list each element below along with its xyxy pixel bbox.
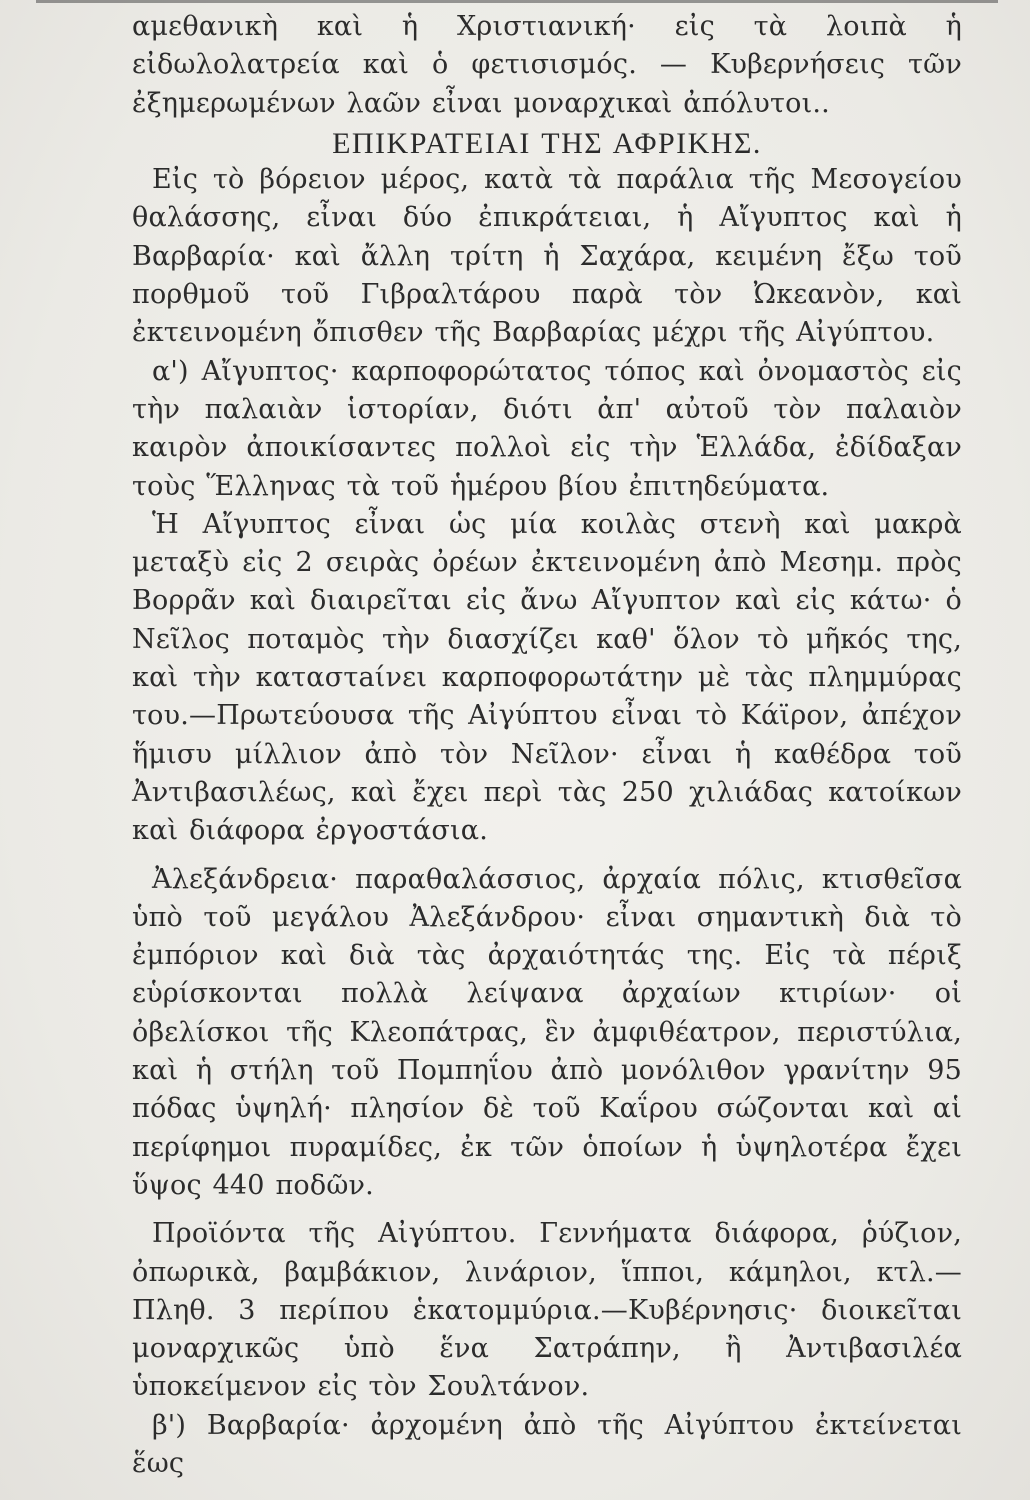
paragraph-egypt-geography: Ἡ Αἴγυπτος εἶναι ὡς μία κοιλὰς στενὴ καὶ μακρὰ μεταξὺ εἰς 2 σειρὰς ὀρέων ἐκτεινομένη ἀπὸ Μεσημ. πρὸς Βορρᾶν καὶ διαιρεῖται εἰς ἄνω Αἴγυπτον καὶ εἰς κάτω· ὁ Νεῖλος ποταμὸς τὴν διασχίζει καθ' ὅλον τὸ μῆκός της, καὶ τὴν καταστaίνει καρποφορωτάτην μὲ τὰς πλημμύρας του.—Πρωτεύουσα τῆς Αἰγύπτου εἶναι τὸ Κάϊρον, ἀπέχον ἥμισυ μίλλιον ἀπὸ τὸν Νεῖλον· εἶναι ἡ καθέδρα τοῦ Ἀντιβασιλέως, καὶ ἔχει περὶ τὰς 250 χιλιάδας κατοίκων καὶ διάφορα ἐργοστάσια.	[132, 508, 962, 847]
paragraph-north-region: Εἰς τὸ βόρειον μέρος, κατὰ τὰ παράλια τῆς Μεσογείου θαλάσσης, εἶναι δύο ἐπικράτειαι, ἡ Αἴγυπτος καὶ ἡ Βαρβαρία· καὶ ἄλλη τρίτη ἡ Σαχάρα, κειμένη ἔξω τοῦ πορθμοῦ τοῦ Γιβραλτάρου παρὰ τὸν Ὠκεανὸν, καὶ ἐκτεινομένη ὄπισθεν τῆς Βαρβαρίας μέχρι τῆς Αἰγύπτου.	[132, 164, 962, 349]
paragraph-egypt-intro: α') Αἴγυπτος· καρποφορώτατος τόπος καὶ ὀνομαστὸς εἰς τὴν παλαιὰν ἱστορίαν, διότι ἀπ' αὐτοῦ τὸν παλαιὸν καιρὸν ἀποικίσαντες πολλοὶ εἰς τὴν Ἑλλάδα, ἐδίδαξαν τοὺς Ἕλληνας τὰ τοῦ ἡμέρου βίου ἐπιτηδεύματα.	[132, 355, 962, 502]
continuation-paragraph: αμεθανικὴ καὶ ἡ Χριστιανική· εἰς τὰ λοιπὰ ἡ εἰδωλολατρεία καὶ ὁ φετισισμός. — Κυβερνήσεις τῶν ἐξημερωμένων λαῶν εἶναι μοναρχικαὶ ἀπόλυτοι..	[132, 11, 962, 119]
top-rule	[36, 0, 998, 3]
faded-mark	[120, 1455, 160, 1473]
paragraph-alexandria: Ἀλεξάνδρεια· παραθαλάσσιος, ἀρχαία πόλις, κτισθεῖσα ὑπὸ τοῦ μεγάλου Ἀλεξάνδρου· εἶναι σημαντικὴ διὰ τὸ ἐμπόριον καὶ διὰ τὰς ἀρχαιότητάς της. Εἰς τὰ πέριξ εὑρίσκονται πολλὰ λείψανα ἀρχαίων κτιρίων· οἱ ὀβελίσκοι τῆς Κλεοπάτρας, ἓν ἀμφιθέατρον, περιστύλια, καὶ ἡ στήλη τοῦ Πομπηΐου ἀπὸ μονόλιθον γρανίτην 95 πόδας ὑψηλή· πλησίον δὲ τοῦ Καΐρου σώζονται καὶ αἱ περίφημοι πυραμίδες, ἐκ τῶν ὁποίων ἡ ὑψηλοτέρα ἔχει ὕψος 440 ποδῶν.	[132, 863, 962, 1201]
paragraph-barbary: β') Βαρβαρία· ἀρχομένη ἀπὸ τῆς Αἰγύπτου ἐκτείνεται ἕως	[132, 1409, 962, 1479]
paragraph-egypt-products: Προϊόντα τῆς Αἰγύπτου. Γεννήματα διάφορα, ῥύζιον, ὀπωρικὰ, βαμβάκιον, λινάριον, ἵπποι, κάμηλοι, κτλ.—Πληθ. 3 περίπου ἑκατομμύρια.—Κυβέρνησις· διοικεῖται μοναρχικῶς ὑπὸ ἕνα Σατράπην, ἢ Ἀντιβασιλέα ὑποκείμενον εἰς τὸν Σουλτάνον.	[132, 1218, 962, 1403]
section-heading: ΕΠΙΚΡΑΤΕΙΑΙ ΤΗΣ ΑΦΡΙΚΗΣ.	[332, 126, 762, 160]
page-text	[132, 8, 962, 1483]
